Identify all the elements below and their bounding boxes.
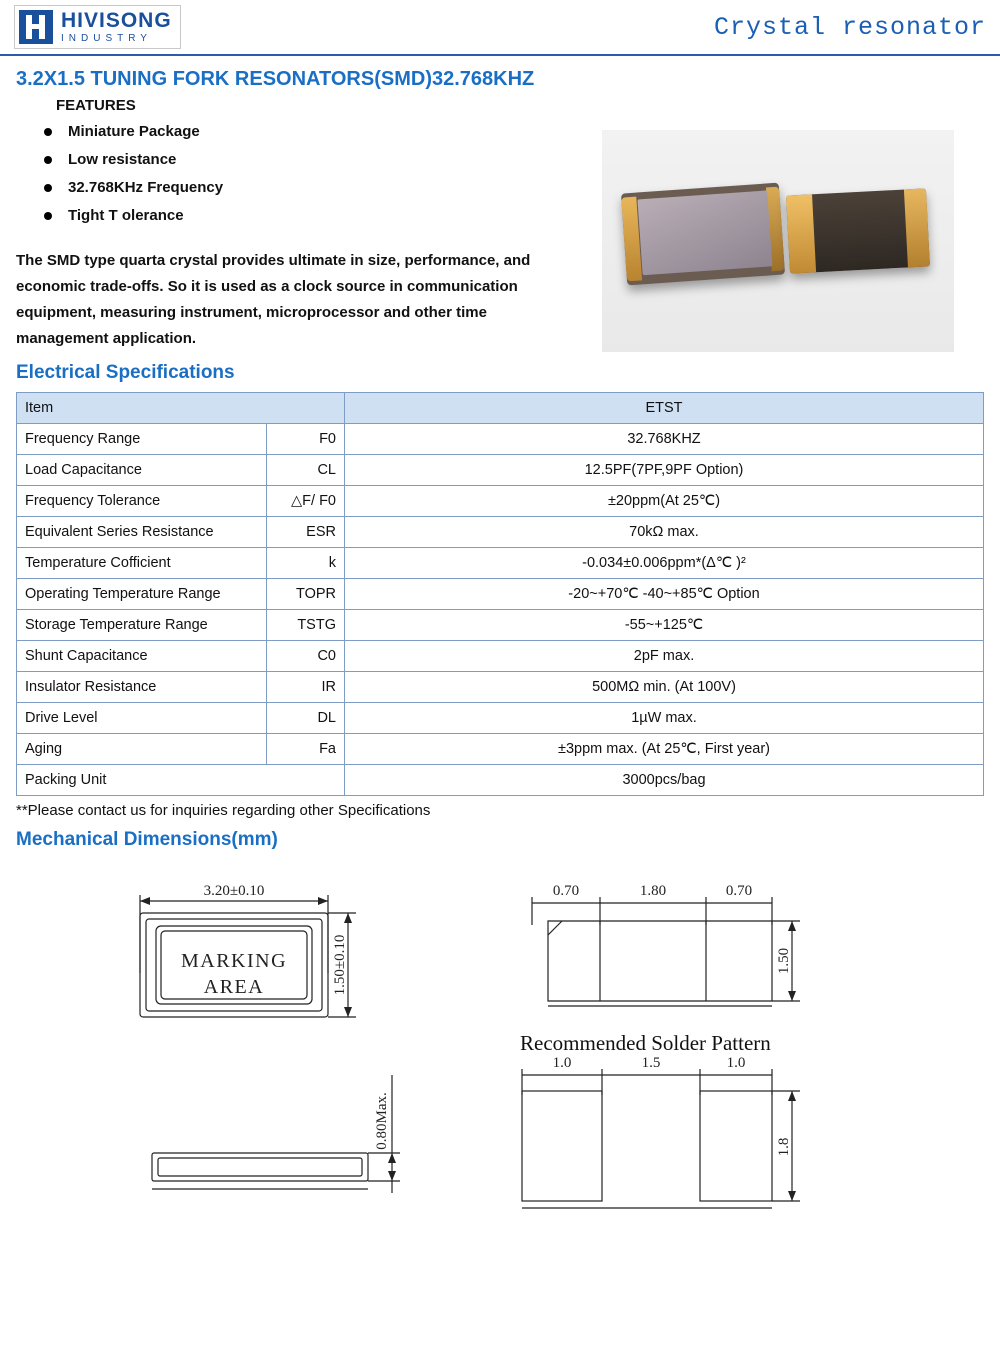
- section-heading-electrical: Electrical Specifications: [16, 362, 235, 383]
- list-item: Low resistance: [38, 146, 984, 174]
- cell-symbol: CL: [267, 455, 345, 486]
- marking-area-line1: MARKING: [180, 950, 288, 972]
- cell-item: Load Capacitance: [17, 455, 267, 486]
- dim-pad-mid: 1.80: [639, 883, 667, 899]
- product-photo: [602, 130, 954, 352]
- list-item: 32.768KHz Frequency: [38, 174, 984, 202]
- table-row: [17, 455, 984, 486]
- cell-item: Frequency Range: [17, 424, 267, 455]
- cell-value: 2pF max.: [345, 641, 984, 672]
- header-title: Crystal resonator: [713, 12, 986, 42]
- column-header-value: ETST: [345, 393, 984, 424]
- section-heading-mechanical: Mechanical Dimensions(mm): [16, 829, 278, 850]
- logo-company-subtitle: INDUSTRY: [61, 33, 152, 44]
- cell-item: Frequency Tolerance: [17, 486, 267, 517]
- cell-item: Storage Temperature Range: [17, 610, 267, 641]
- cell-value: 3000pcs/bag: [345, 765, 984, 796]
- cell-item: Temperature Cofficient: [17, 548, 267, 579]
- cell-symbol: TSTG: [267, 610, 345, 641]
- cell-item: Insulator Resistance: [17, 672, 267, 703]
- cell-symbol: C0: [267, 641, 345, 672]
- cell-symbol: IR: [267, 672, 345, 703]
- table-row: [17, 486, 984, 517]
- cell-item: Equivalent Series Resistance: [17, 517, 267, 548]
- marking-area-line2: AREA: [203, 976, 265, 998]
- table-row: [17, 517, 984, 548]
- solder-pattern-caption: Recommended Solder Pattern: [520, 1031, 771, 1055]
- cell-value: 70kΩ max.: [345, 517, 984, 548]
- cell-item: Operating Temperature Range: [17, 579, 267, 610]
- dim-pad-height: 1.50: [776, 947, 792, 975]
- cell-value: 12.5PF(7PF,9PF Option): [345, 455, 984, 486]
- cell-symbol: △F/ F0: [267, 486, 345, 517]
- cell-item: Packing Unit: [17, 765, 345, 796]
- table-row: [17, 610, 984, 641]
- product-description: The SMD type quarta crystal provides ultimate in size, performance, and economic trade-offs. So it is used as a clock source in communication equipment, measuring instrument, microprocessor and other time management application.: [16, 252, 531, 347]
- dim-solder-height: 1.8: [776, 1137, 792, 1157]
- logo-company-name: HIVISONG: [61, 9, 172, 32]
- cell-value: 1µW max.: [345, 703, 984, 734]
- dim-top-height: 1.50±0.10: [332, 934, 348, 996]
- table-row: [17, 579, 984, 610]
- cell-value: ±3ppm max. (At 25℃, First year): [345, 734, 984, 765]
- page-title: 3.2X1.5 TUNING FORK RESONATORS(SMD)32.768KHZ: [16, 68, 535, 90]
- table-row: [17, 703, 984, 734]
- list-item: Miniature Package: [38, 118, 984, 146]
- cell-item: Aging: [17, 734, 267, 765]
- table-row: [17, 734, 984, 765]
- cell-value: ±20ppm(At 25℃): [345, 486, 984, 517]
- dim-side-height: 0.80Max.: [374, 1092, 390, 1150]
- table-note: **Please contact us for inquiries regarding other Specifications: [16, 802, 431, 819]
- table-row: [17, 765, 984, 796]
- table-row: [17, 641, 984, 672]
- table-header-row: [17, 393, 984, 424]
- mechanical-drawings: [0, 863, 1000, 1263]
- cell-value: 500MΩ min. (At 100V): [345, 672, 984, 703]
- cell-item: Drive Level: [17, 703, 267, 734]
- dim-pad-right: 0.70: [725, 883, 753, 899]
- dim-solder-left: 1.0: [552, 1055, 572, 1071]
- list-item: Tight T olerance: [38, 202, 984, 230]
- crystal-chip-bottom-view: [786, 188, 930, 273]
- dimension-drawings-svg: [0, 863, 1000, 1263]
- cell-symbol: k: [267, 548, 345, 579]
- table-row: [17, 548, 984, 579]
- column-header-item: Item: [17, 393, 345, 424]
- table-row: [17, 672, 984, 703]
- cell-value: -0.034±0.006ppm*(Δ℃ )²: [345, 548, 984, 579]
- cell-value: -20~+70℃ -40~+85℃ Option: [345, 579, 984, 610]
- dim-solder-right: 1.0: [726, 1055, 746, 1071]
- logo-mark-icon: [19, 10, 53, 44]
- dim-top-width: 3.20±0.10: [203, 883, 265, 899]
- cell-symbol: DL: [267, 703, 345, 734]
- cell-value: 32.768KHZ: [345, 424, 984, 455]
- cell-symbol: ESR: [267, 517, 345, 548]
- dim-solder-mid: 1.5: [641, 1055, 661, 1071]
- cell-value: -55~+125℃: [345, 610, 984, 641]
- electrical-specifications-table: [16, 392, 984, 796]
- cell-item: Shunt Capacitance: [17, 641, 267, 672]
- cell-symbol: F0: [267, 424, 345, 455]
- crystal-chip-top-view: [621, 183, 785, 286]
- cell-symbol: Fa: [267, 734, 345, 765]
- features-label: FEATURES: [56, 97, 136, 114]
- dim-pad-left: 0.70: [552, 883, 580, 899]
- table-row: [17, 424, 984, 455]
- page-header: [0, 0, 1000, 56]
- cell-symbol: TOPR: [267, 579, 345, 610]
- company-logo: [14, 5, 181, 49]
